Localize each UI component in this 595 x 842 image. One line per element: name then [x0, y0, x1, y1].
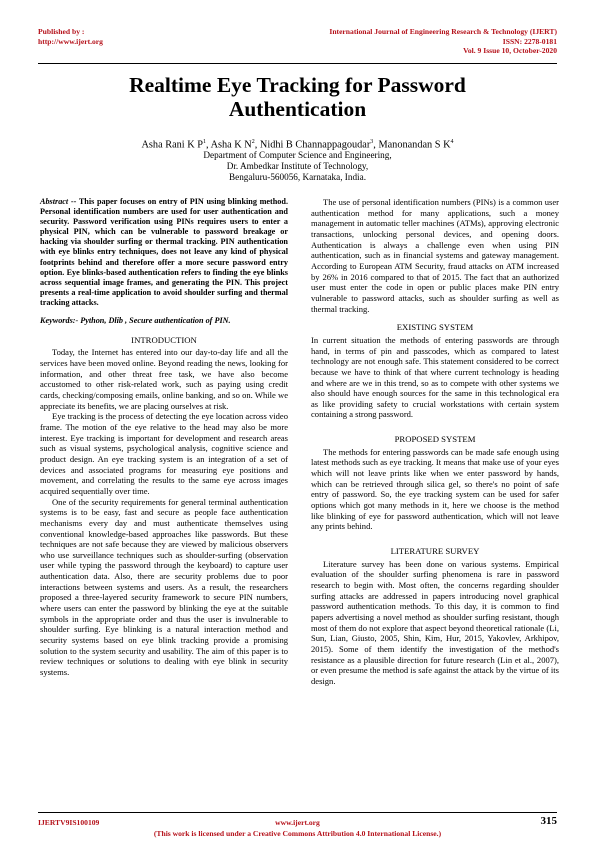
author-1-sup: 1	[202, 139, 206, 145]
page-number: 315	[540, 815, 557, 827]
header-right	[329, 27, 557, 56]
journal-issn: ISSN: 2278-0181	[502, 36, 557, 46]
intro-paragraph-3: One of the security requirements for general terminal authentication systems is to be easy, fast and secure as people face authentication mechanisms every day and must authenticate themselves using conventional knowledge-based approaches like passwords. But these techniques are not safe because they are viewed by malicious observers who use surveillance techniques such as shoulder-surfing (observation user while typing the password through the keyboard) to capture user authentication data. Also, there are security problems due to poor interactions between systems and users. As a result, the researchers proposed a three-layered security framework to secure PIN numbers, where users can enter the password by blinking the eye at the suitable symbols in the appropriate order and thus the user is invulnerable to shoulder surfing. Eye blinking is a natural interaction method and security systems based on eye blink tracking provide a promising solution to the system security and usability. The aim of this paper is to review techniques or solutions to dealing with eye blink in security systems.	[40, 496, 288, 678]
footer-divider	[38, 812, 557, 813]
section-heading-existing-system: EXISTING SYSTEM	[396, 322, 474, 333]
journal-url[interactable]: http://www.ijert.org	[38, 36, 103, 46]
keywords: Keywords:- Python, Dlib , Secure authentication of PIN.	[40, 316, 231, 326]
title-line-2: Authentication	[228, 97, 367, 121]
header-left	[38, 27, 103, 46]
section-heading-literature-survey: LITERATURE SURVEY	[390, 546, 480, 557]
left-column	[40, 197, 288, 678]
section-heading-proposed-system: PROPOSED SYSTEM	[394, 434, 476, 445]
paper-title	[60, 73, 535, 121]
license-notice: (This work is licensed under a Creative Commons Attribution 4.0 International License.)	[153, 829, 442, 838]
author-3: , Nidhi B Channappagoudar	[254, 139, 371, 151]
affiliation-address: Bengaluru-560056, Karnataka, India.	[228, 172, 366, 183]
proposed-system-paragraph: The methods for entering passwords can be made safe enough using latest methods such as eye tracking. It means that make use of your eyes which will not leave prints like when we enter password by hands, which can be retrieved through silica gel, so there's no point of safe entry of password. So, the eye tracking system can be used for safer options which got many methods in it, here we choose is the method like blinking of eye for password authentication, which will not leave any prints behind.	[311, 446, 559, 532]
author-1: Asha Rani K P	[141, 139, 203, 151]
author-4-sup: 4	[450, 139, 454, 145]
pin-paragraph: The use of personal identification numbers (PINs) is a common user authentication method for many applications, such a money management in automatic teller machines (ATMs), approving electronic transactions, unlocking personal devices, and opening doors. Authentication is always a challenge even when using PIN authentication, such as in financial systems and gateway management. According to European ATM Security, fraud attacks on ATM increased by 26% in 2016 compared to that of 2015. The fact that an authorized user must enter the code in open or public places make PIN entry vulnerable to password attacks, such as shoulder surfing as well as thermal tracking.	[311, 197, 559, 314]
affiliation	[40, 150, 555, 183]
publisher-label: Published by :	[38, 27, 85, 36]
title-line-1: Realtime Eye Tracking for Password	[129, 73, 466, 97]
author-2: , Asha K N	[205, 139, 252, 151]
existing-system-paragraph: In current situation the methods of entering passwords are through hand, in terms of pin and passcodes, which as compared to latest technology are not enough safe. This statement considered to be correct because we have to think of that where current technology is heading and where are we in this trend, so as to compete with other systems we also should have enough sources for the same in this technological era as like providing safety to crucial workstations with certain system containing a strong password.	[311, 334, 559, 420]
header-divider	[38, 63, 557, 64]
paper-id: IJERTV9IS100109	[38, 818, 100, 827]
section-heading-introduction: INTRODUCTION	[131, 334, 197, 345]
affiliation-institute: Dr. Ambedkar Institute of Technology,	[226, 161, 369, 172]
author-2-sup: 2	[251, 139, 255, 145]
intro-paragraph-1: Today, the Internet has entered into our day-to-day life and all the services have been moved online. Beyond reading the news, looking for information, and other threat free task, we have also become accustomed to other risk-related work, such as paying using credit cards, checking/composing emails, online banking, and so on. While we appreciate its benefits, we are placing ourselves at risk.	[40, 347, 288, 411]
intro-paragraph-2: Eye tracking is the process of detecting the eye location across video frame. The motion of the eye relative to the head may also be more interest. Eye tracking is important for development and research areas such as visual systems, psychological analysis, cognitive science and product design. An eye tracking system is an integration of a set of devices and associated programs for measuring eye positions and movement, and correlating the results to the same eye across images acquired sequentially over time.	[40, 411, 288, 496]
abstract-lead: Abstract	[40, 197, 69, 206]
author-4: , Manonandan S K	[373, 139, 451, 151]
author-3-sup: 3	[370, 139, 374, 145]
abstract	[40, 197, 288, 308]
footer-url[interactable]: www.ijert.org	[275, 818, 320, 827]
journal-name: International Journal of Engineering Research & Technology (IJERT)	[329, 27, 557, 36]
right-column	[311, 197, 559, 687]
affiliation-dept: Department of Computer Science and Engineering,	[203, 150, 392, 160]
journal-volume: Vol. 9 Issue 10, October-2020	[463, 46, 557, 55]
abstract-body: -- This paper focuses on entry of PIN using blinking method. Personal identification numbers are used for user authentication and security. Password verification using PINs requires users to enter a physical PIN, which can be vulnerable to password breakage or hacking via shoulder surfing or thermal tracking. PIN authentication with eye blinks entry techniques, does not leave any kind of physical footprints behind and therefore offer a more secure password entry option. Eye blinks-based authentication refers to finding the eye blinks across sequential image frames, and generating the PIN. This project presents a real-time application to avoid shoulder surfing and thermal tracking attacks.	[40, 197, 288, 307]
literature-survey-paragraph: Literature survey has been done on various systems. Empirical evaluation of the shoulder surfing phenomena is rare in password research to begin with. Most often, the concerns regarding shoulder surfing attacks are addressed in papers introducing novel graphical password authentication methods. To this day, it is common to find papers advertising a novel method as shoulder surfing resistant, though most of them do not explore that aspect beyond theoretical rationale (Li, Sun, Lian, Giusto, 2005, Shin, Kim, Hur, 2015, Yakovlev, Arkhipov, 2015). Some of them identify the investigation of the method's resistance as a plausible direction for future research (Lin et al., 2007), or even presume the method is safe against the attack by the virtue of its design.	[311, 558, 559, 686]
